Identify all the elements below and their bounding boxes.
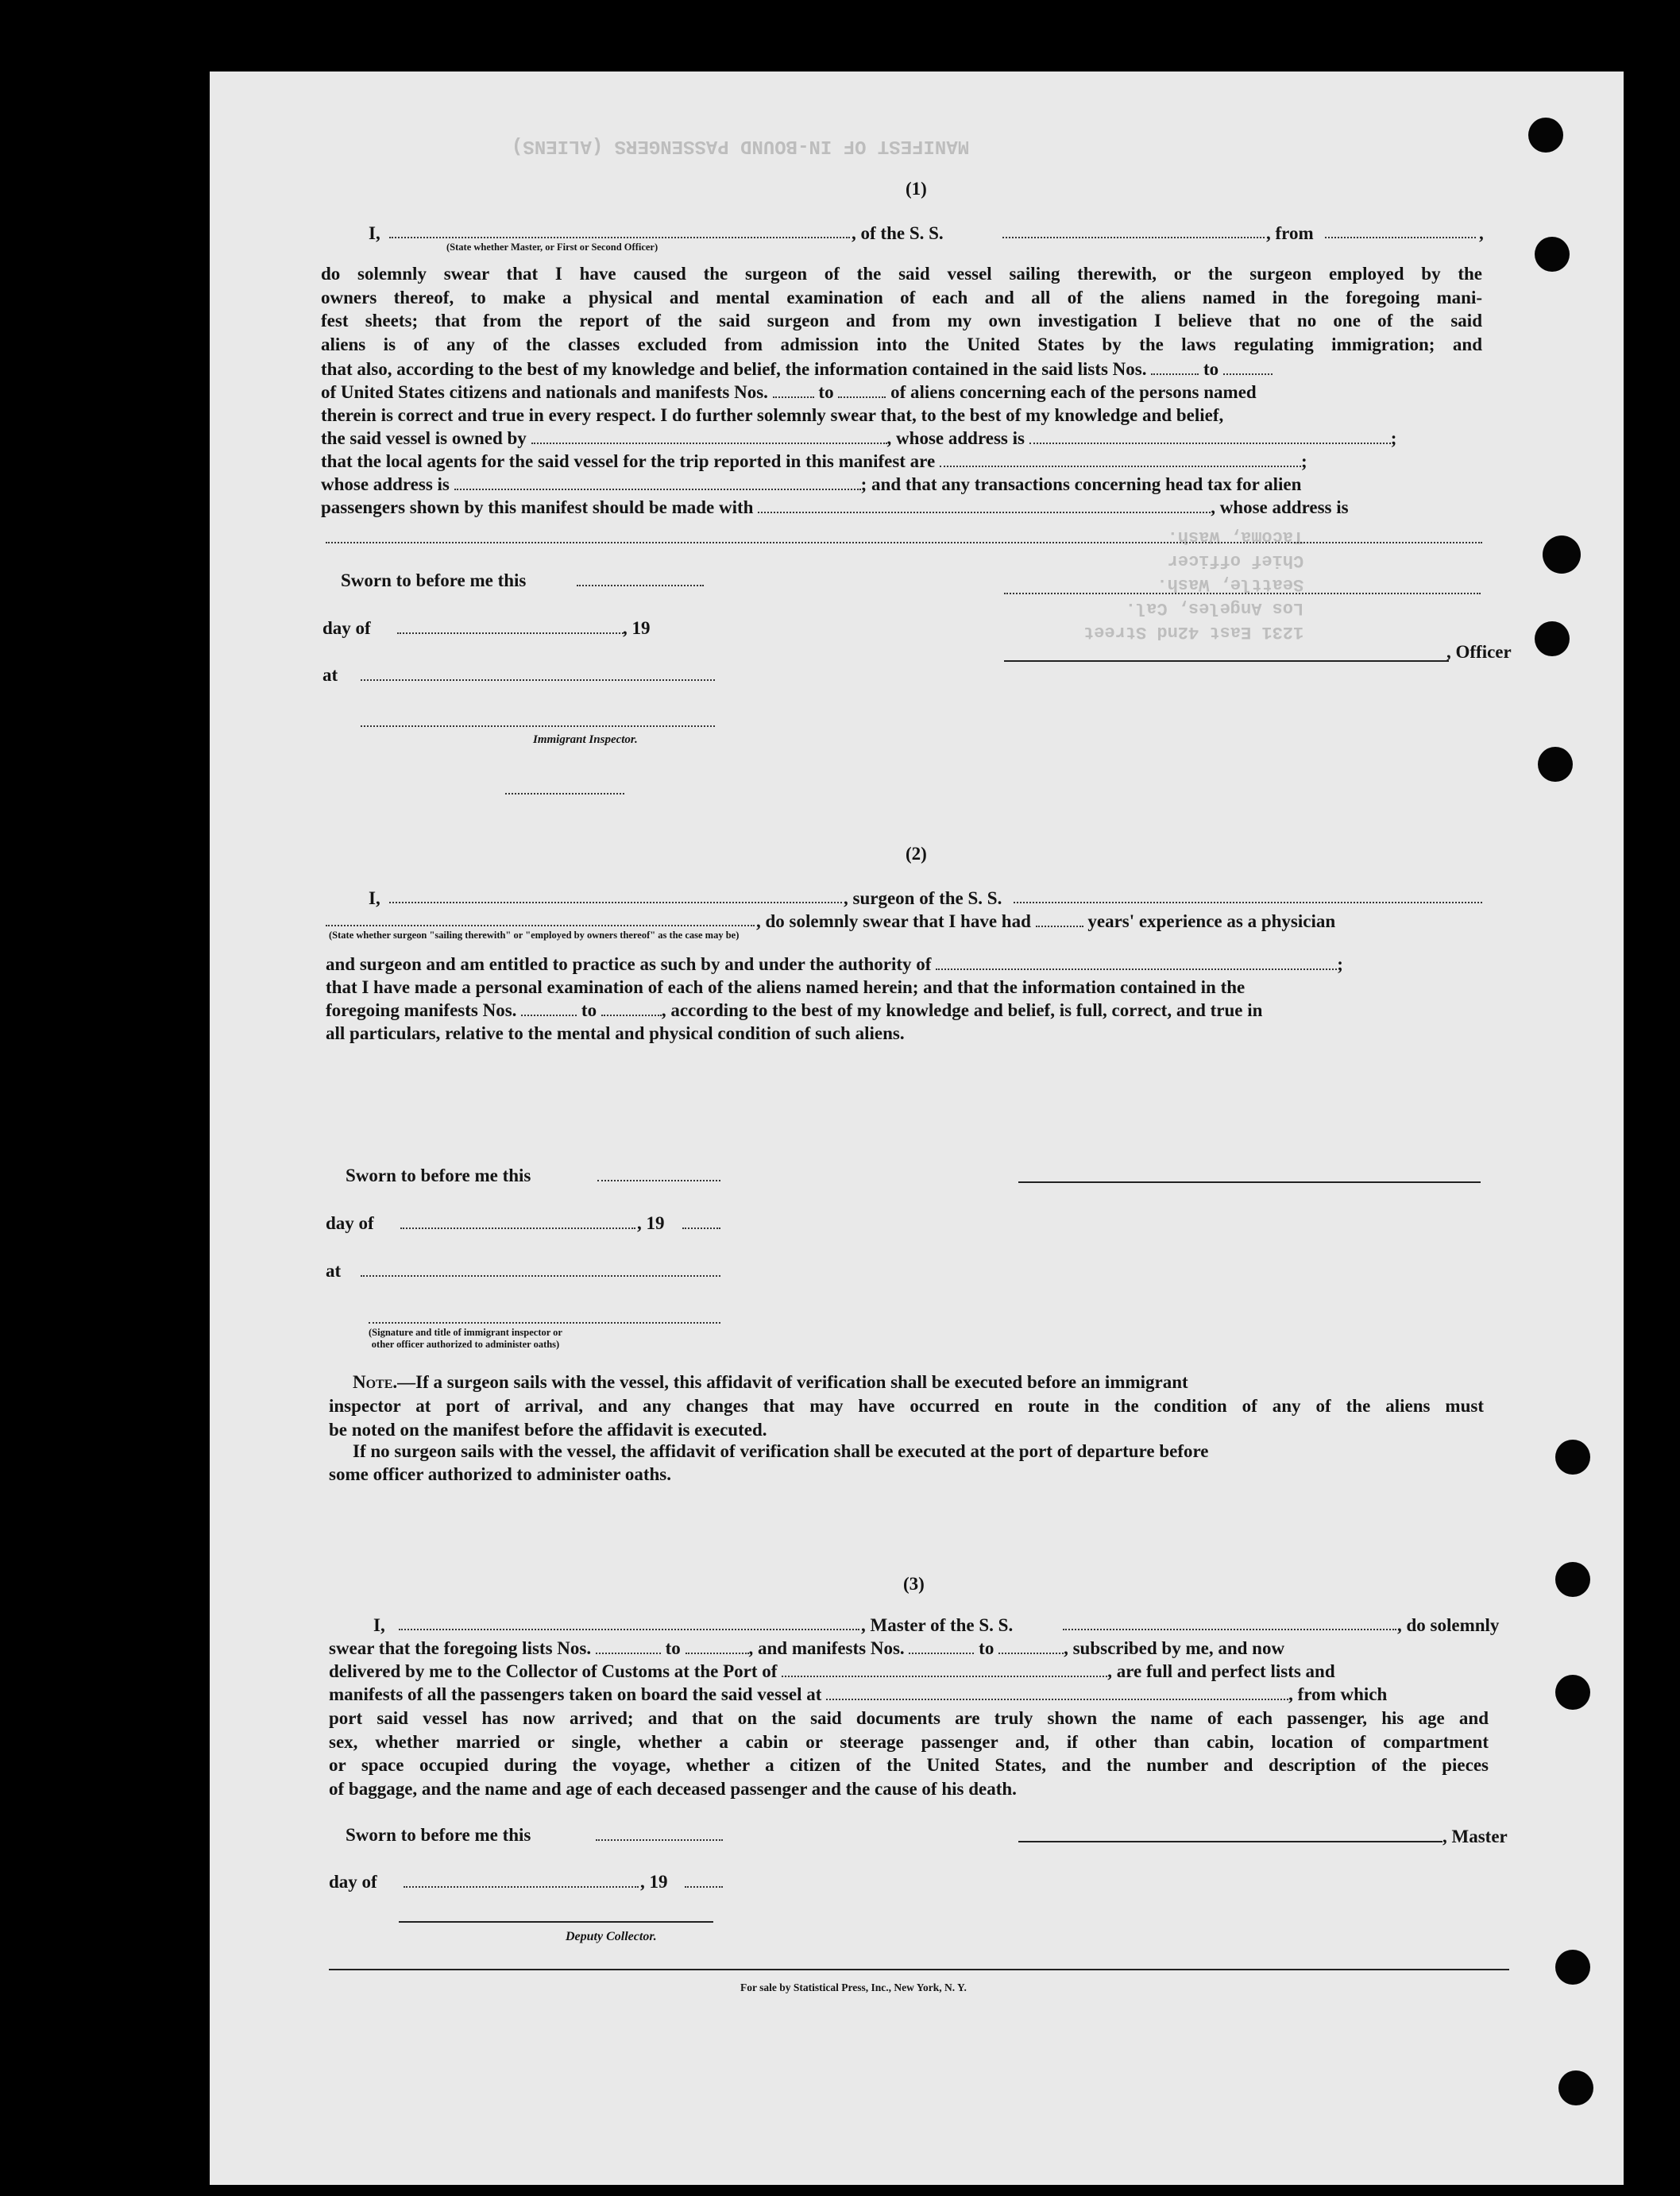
- section1-oath-line: [369, 222, 380, 245]
- s3-vessel-field[interactable]: [1063, 1629, 1396, 1630]
- master-label: , Master: [1442, 1827, 1508, 1846]
- label-of-ss: , of the S. S.: [852, 223, 944, 243]
- binder-hole: [1555, 1675, 1590, 1710]
- deputy-signature-line[interactable]: [399, 1921, 713, 1923]
- s3-master-of-label: , Master of the S. S.: [861, 1615, 1014, 1635]
- binder-hole: [1528, 118, 1563, 153]
- owner-address-field[interactable]: [1029, 430, 1391, 444]
- lists-from-field[interactable]: [1151, 361, 1199, 375]
- authority-line: and surgeon and am entitled to practice as such by and under the authority of ;: [326, 954, 1343, 974]
- owned-by-line: the said vessel is owned by , whose address is ;: [321, 428, 1397, 448]
- footer-rule: [329, 1969, 1509, 1970]
- head-tax-line: passengers shown by this manifest should be made with , whose address is: [321, 497, 1349, 517]
- sworn-label-3: Sworn to before me this: [346, 1825, 531, 1845]
- binder-hole: [1535, 621, 1570, 656]
- label-i: I,: [369, 223, 380, 243]
- personal-exam-line: that I have made a personal examination of each of the aliens named herein; and that the information contained in the: [326, 977, 1246, 997]
- surgeon-signature-line[interactable]: [1018, 1181, 1481, 1183]
- officer-label: , Officer: [1446, 642, 1512, 662]
- bleed-through-header: MANIFEST OF IN-BOUND PASSENGERS (ALIENS): [512, 135, 970, 157]
- day-of-label-1: day of: [322, 618, 371, 638]
- bleed-through-text: 1231 East 42nd Street Los Angeles, Cal. Seattle, Wash. Chief officer Tacoma, Wash.: [1083, 527, 1304, 642]
- s2-manifests-to-field[interactable]: [601, 1002, 662, 1016]
- section1-paragraph: do solemnly swear that I have caused the surgeon of the said vessel sailing therewith, or the surgeon employed by the owners thereof, to make a physical and mental examination of each and all of the aliens named in the foregoing mani- fest sheets; that from the report of the said surgeon and from my own investigation I believe that no one of the said aliens is of any of the classes excluded from admission into the United States by the laws regulating immigration; and: [321, 264, 1482, 354]
- sworn-day-field-2[interactable]: [597, 1180, 720, 1181]
- binder-hole: [1543, 535, 1581, 574]
- month-field-1[interactable]: [397, 632, 624, 634]
- note-line-1: Note.—If a surgeon sails with the vessel, this affidavit of verification shall be executed before an immigrant: [353, 1372, 1188, 1392]
- note-line-4: If no surgeon sails with the vessel, the affidavit of verification shall be executed at the port of departure before: [353, 1441, 1209, 1461]
- s3-master-name-field[interactable]: [399, 1629, 859, 1630]
- particulars-line: all particulars, relative to the mental and physical condition of such aliens.: [326, 1023, 905, 1043]
- master-name-field[interactable]: [389, 237, 850, 238]
- s3-port-field[interactable]: [782, 1663, 1107, 1677]
- at-label-2: at: [326, 1261, 342, 1281]
- sworn-day-field-3[interactable]: [596, 1839, 723, 1841]
- sworn-label-1: Sworn to before me this: [341, 570, 527, 590]
- label-from: , from: [1266, 223, 1314, 243]
- officer-signature-line[interactable]: [1004, 660, 1449, 662]
- owner-field[interactable]: [531, 430, 887, 444]
- manifests-from-field[interactable]: [773, 384, 814, 398]
- therein-line: therein is correct and true in every respect. I do further solemnly swear that, to the best of my knowledge and belief,: [321, 405, 1224, 425]
- master-note: (State whether Master, or First or Second Officer): [446, 242, 658, 253]
- s3-lists-from-field[interactable]: [596, 1640, 661, 1654]
- section2-heading: (2): [906, 844, 927, 864]
- deputy-caption: Deputy Collector.: [566, 1930, 657, 1943]
- s3-i-label: I,: [373, 1615, 385, 1635]
- years-experience-line: , do solemnly swear that I have had years' experience as a physician: [756, 911, 1336, 931]
- vessel-name-field[interactable]: [1002, 237, 1265, 238]
- local-agents-field[interactable]: [940, 453, 1301, 467]
- day-of-label-2: day of: [326, 1213, 374, 1233]
- agents-address-field[interactable]: [454, 476, 861, 490]
- manifests-to-field[interactable]: [838, 384, 886, 398]
- month-field-3[interactable]: [404, 1886, 639, 1888]
- s3-manifests-from-field[interactable]: [909, 1640, 974, 1654]
- foregoing-manifests-line: foregoing manifests Nos. to , according to the best of my knowledge and belief, is full, correct, and true in: [326, 1000, 1263, 1020]
- surgeon-vessel-field[interactable]: [1014, 902, 1482, 903]
- binder-hole: [1535, 237, 1570, 272]
- s3-paragraph: port said vessel has now arrived; and that on the said documents are truly shown the name of each passenger, his age and sex, whether married or single, whether a cabin or steerage passenger and, if other than cabin, location of compartment or space occupied during the voyage, whether a citizen of the United States, and the number and description of the pieces of baggage, and the name and age of each deceased passenger and the cause of his death.: [329, 1708, 1489, 1799]
- lists-line: that also, according to the best of my knowledge and belief, the information contained in the said lists Nos. to: [321, 358, 1273, 381]
- binder-hole: [1555, 1440, 1590, 1475]
- year-label-1: , 19: [623, 618, 651, 638]
- binder-hole: [1558, 2070, 1593, 2105]
- agents-address-line: whose address is ; and that any transactions concerning head tax for alien: [321, 474, 1302, 494]
- s3-manifests-to-field[interactable]: [998, 1640, 1064, 1654]
- section1-heading: (1): [906, 179, 927, 199]
- local-agents-line: that the local agents for the said vessel for the trip reported in this manifest are ;: [321, 451, 1307, 471]
- section2-i-label: I,: [369, 888, 380, 908]
- inspector-signature-1[interactable]: [361, 725, 715, 727]
- binder-hole: [1538, 747, 1573, 782]
- s3-do-solemnly: , do solemnly: [1397, 1615, 1500, 1635]
- from-port-field[interactable]: [1325, 237, 1476, 238]
- master-signature-line[interactable]: [1018, 1841, 1442, 1842]
- head-tax-address-field[interactable]: [326, 542, 1482, 543]
- binder-hole: [1555, 1562, 1590, 1597]
- inspector-caption-1: Immigrant Inspector.: [533, 733, 638, 746]
- s3-boarded-at-field[interactable]: [826, 1686, 1288, 1700]
- month-field-2[interactable]: [400, 1228, 635, 1229]
- year-label-2: , 19: [637, 1213, 665, 1233]
- at-label-1: at: [322, 665, 338, 685]
- years-field[interactable]: [1036, 913, 1083, 927]
- head-tax-party-field[interactable]: [758, 499, 1211, 513]
- s3-lists-to-field[interactable]: [686, 1640, 749, 1654]
- inspector-signature-2[interactable]: [369, 1322, 720, 1324]
- note-paragraph: inspector at port of arrival, and any changes that may have occurred en route in the condition of any of the aliens must be noted on the manifest before the affidavit is executed.: [329, 1396, 1484, 1440]
- s3-taken-line: manifests of all the passengers taken on board the said vessel at , from which: [329, 1684, 1388, 1704]
- year-label-3: , 19: [640, 1872, 668, 1892]
- manifest-page: [210, 72, 1624, 2185]
- surgeon-status-field[interactable]: [326, 925, 755, 926]
- sig-note: (Signature and title of immigrant inspector or other officer authorized to administer oaths): [369, 1327, 562, 1350]
- year-field-3[interactable]: [685, 1886, 723, 1888]
- at-field-2[interactable]: [361, 1275, 720, 1277]
- authority-field[interactable]: [936, 956, 1337, 970]
- sworn-label-2: Sworn to before me this: [346, 1166, 531, 1185]
- extra-field-1[interactable]: [505, 793, 624, 795]
- at-field-1[interactable]: [361, 679, 715, 681]
- year-field-2[interactable]: [682, 1228, 720, 1229]
- binder-hole: [1555, 1950, 1590, 1985]
- s3-lists-line: swear that the foregoing lists Nos. to , and manifests Nos. to , subscribed by me, and now: [329, 1638, 1285, 1658]
- lists-to-field[interactable]: [1223, 361, 1273, 375]
- day-of-label-3: day of: [329, 1872, 377, 1892]
- s2-manifests-from-field[interactable]: [521, 1002, 577, 1016]
- officer-field-a[interactable]: [1004, 593, 1481, 594]
- surgeon-of-label: , surgeon of the S. S.: [844, 888, 1002, 908]
- note-line-5: some officer authorized to administer oaths.: [329, 1464, 671, 1484]
- comma: ,: [1479, 223, 1484, 243]
- surgeon-name-field[interactable]: [389, 902, 842, 903]
- section3-heading: (3): [903, 1574, 925, 1594]
- footer-imprint: For sale by Statistical Press, Inc., New York, N. Y.: [740, 1981, 967, 1993]
- s3-collector-line: delivered by me to the Collector of Customs at the Port of , are full and perfect lists and: [329, 1661, 1335, 1681]
- manifests-line: of United States citizens and nationals and manifests Nos. to of aliens concerning each of the persons named: [321, 382, 1257, 402]
- surgeon-note: (State whether surgeon "sailing therewith" or "employed by owners thereof" as the case may be): [329, 930, 740, 941]
- sworn-day-field-1[interactable]: [577, 585, 704, 586]
